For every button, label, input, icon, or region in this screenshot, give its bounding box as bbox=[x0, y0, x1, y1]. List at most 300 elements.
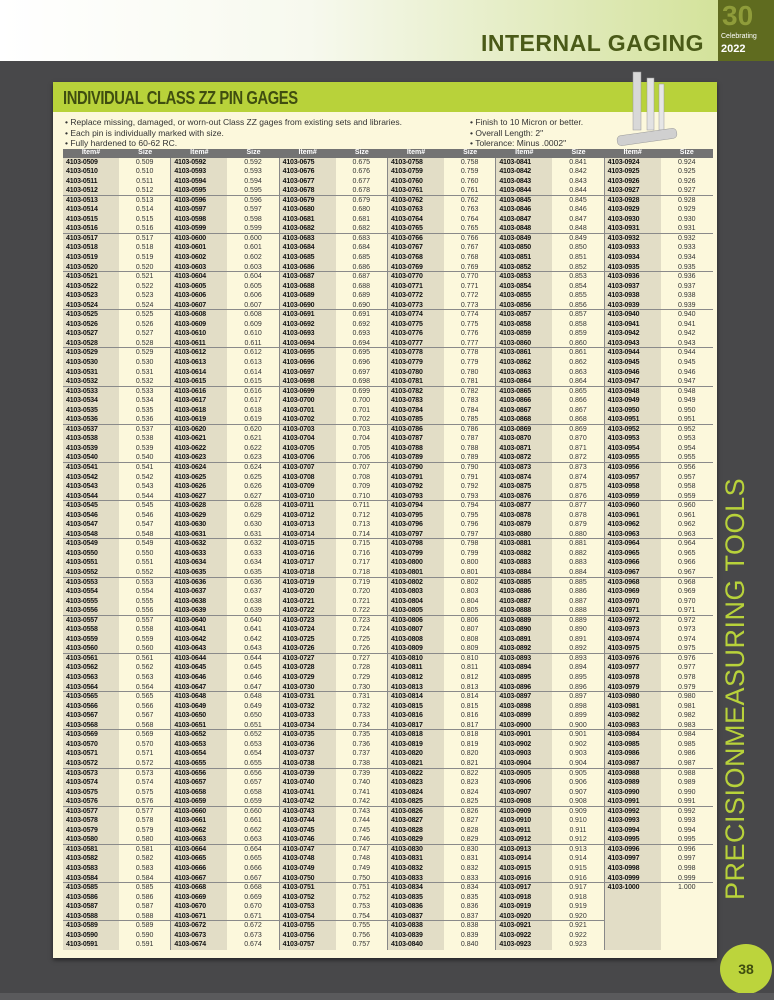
table-row bbox=[280, 253, 387, 263]
item-number: 4103-0695 bbox=[280, 348, 336, 358]
item-number: 4103-0634 bbox=[171, 558, 227, 568]
item-number: 4103-0852 bbox=[496, 263, 552, 272]
item-number: 4103-0559 bbox=[63, 635, 119, 645]
pin-size: 0.582 bbox=[135, 855, 154, 863]
pin-size: 0.969 bbox=[678, 588, 696, 596]
product-title: INDIVIDUAL CLASS ZZ PIN GAGES bbox=[63, 88, 298, 108]
table-row bbox=[605, 864, 713, 874]
item-number: 4103-0952 bbox=[605, 425, 661, 435]
item-number: 4103-0567 bbox=[63, 711, 119, 721]
item-number: 4103-0736 bbox=[280, 740, 336, 750]
pin-size: 0.587 bbox=[135, 903, 154, 911]
table-row bbox=[605, 291, 713, 301]
item-number: 4103-0823 bbox=[388, 778, 444, 788]
pin-size: 0.711 bbox=[352, 502, 370, 510]
pin-size: 0.625 bbox=[244, 473, 262, 481]
pin-size: 0.682 bbox=[352, 225, 371, 233]
table-row bbox=[63, 788, 170, 798]
pin-size: 0.894 bbox=[569, 664, 587, 672]
features-list-left bbox=[65, 117, 402, 149]
table-row bbox=[63, 396, 170, 406]
item-number: 4103-0550 bbox=[63, 549, 119, 559]
item-number: 4103-0590 bbox=[63, 931, 119, 941]
item-number: 4103-0876 bbox=[496, 492, 552, 501]
bottom-strip bbox=[0, 993, 774, 1000]
item-number: 4103-0694 bbox=[280, 339, 336, 348]
table-row bbox=[171, 205, 278, 215]
item-number: 4103-0801 bbox=[388, 568, 444, 577]
table-row bbox=[280, 883, 387, 893]
table-row bbox=[388, 329, 495, 339]
item-number: 4103-0518 bbox=[63, 243, 119, 253]
item-number: 4103-0869 bbox=[496, 425, 552, 435]
pin-size: 0.573 bbox=[135, 769, 154, 777]
item-number: 4103-0551 bbox=[63, 558, 119, 568]
item-number: 4103-0756 bbox=[280, 931, 336, 941]
item-number: 4103-0970 bbox=[605, 597, 661, 607]
item-number: 4103-0867 bbox=[496, 406, 552, 416]
table-row bbox=[280, 673, 387, 683]
pin-size: 0.558 bbox=[135, 626, 154, 634]
table-row bbox=[496, 358, 603, 368]
table-row bbox=[388, 339, 495, 349]
pin-size: 0.679 bbox=[352, 196, 371, 204]
table-row bbox=[171, 558, 278, 568]
item-number: 4103-0752 bbox=[280, 893, 336, 903]
table-row bbox=[280, 530, 387, 540]
item-number: 4103-0713 bbox=[280, 520, 336, 530]
item-number: 4103-0872 bbox=[496, 453, 552, 462]
pin-size: 0.981 bbox=[678, 702, 696, 710]
item-number: 4103-0653 bbox=[171, 740, 227, 750]
table-row bbox=[63, 902, 170, 912]
item-number: 4103-0668 bbox=[171, 883, 227, 893]
pin-size: 0.620 bbox=[244, 425, 262, 433]
pin-size: 0.517 bbox=[135, 234, 154, 242]
pin-size: 0.750 bbox=[352, 874, 371, 882]
table-row bbox=[63, 301, 170, 311]
pin-size: 0.974 bbox=[678, 635, 696, 643]
table-row bbox=[280, 635, 387, 645]
item-number: 4103-0910 bbox=[496, 816, 552, 826]
table-row bbox=[496, 635, 603, 645]
item-number: 4103-0717 bbox=[280, 558, 336, 568]
table-row bbox=[605, 883, 713, 893]
item-number: 4103-0745 bbox=[280, 826, 336, 836]
pin-size: 0.732 bbox=[352, 702, 371, 710]
pin-size: 0.957 bbox=[678, 473, 696, 481]
pin-size: 0.693 bbox=[352, 330, 371, 338]
item-number: 4103-0912 bbox=[496, 835, 552, 844]
item-number: 4103-0553 bbox=[63, 578, 119, 588]
pin-size: 0.676 bbox=[352, 168, 371, 176]
pin-size: 0.744 bbox=[352, 817, 371, 825]
pin-size: 0.565 bbox=[135, 693, 154, 701]
item-number: 4103-0804 bbox=[388, 597, 444, 607]
pin-size: 0.863 bbox=[569, 368, 587, 376]
item-number: 4103-0710 bbox=[280, 492, 336, 501]
table-row bbox=[496, 749, 603, 759]
item-number: 4103-0747 bbox=[280, 845, 336, 855]
table-row bbox=[496, 578, 603, 588]
table-row bbox=[496, 406, 603, 416]
table-row bbox=[280, 387, 387, 397]
item-number: 4103-0757 bbox=[280, 940, 336, 950]
pin-size: 0.616 bbox=[244, 387, 262, 395]
item-number: 4103-0775 bbox=[388, 320, 444, 330]
item-number: 4103-0789 bbox=[388, 453, 444, 462]
item-number: 4103-0906 bbox=[496, 778, 552, 788]
pin-size: 0.663 bbox=[244, 836, 262, 844]
pin-size: 0.933 bbox=[678, 244, 696, 252]
item-number: 4103-0547 bbox=[63, 520, 119, 530]
item-number: 4103-0754 bbox=[280, 912, 336, 921]
pin-size: 0.747 bbox=[352, 845, 371, 853]
pin-size: 0.852 bbox=[569, 263, 587, 271]
table-row bbox=[171, 406, 278, 416]
table-row bbox=[605, 177, 713, 187]
item-number: 4103-0619 bbox=[171, 415, 227, 424]
pin-size: 0.572 bbox=[135, 759, 154, 767]
table-row bbox=[388, 511, 495, 521]
pin-size: 0.604 bbox=[244, 273, 262, 281]
table-row bbox=[496, 434, 603, 444]
table-row bbox=[388, 797, 495, 807]
table-row bbox=[63, 835, 170, 845]
item-number: 4103-0692 bbox=[280, 320, 336, 330]
pin-size: 0.954 bbox=[678, 444, 696, 452]
pin-size: 0.550 bbox=[135, 549, 154, 557]
item-number: 4103-0515 bbox=[63, 215, 119, 225]
pin-size: 0.562 bbox=[135, 664, 154, 672]
table-row bbox=[280, 501, 387, 511]
table-column bbox=[280, 158, 388, 950]
table-row bbox=[496, 788, 603, 798]
pin-size: 0.697 bbox=[352, 368, 371, 376]
item-number: 4103-0724 bbox=[280, 625, 336, 635]
table-row bbox=[171, 568, 278, 578]
item-number: 4103-0782 bbox=[388, 387, 444, 397]
pin-size: 0.960 bbox=[678, 502, 696, 510]
pin-size: 0.756 bbox=[352, 931, 371, 939]
item-number: 4103-0608 bbox=[171, 310, 227, 320]
item-number: 4103-0701 bbox=[280, 406, 336, 416]
pin-size: 0.527 bbox=[135, 330, 154, 338]
item-number: 4103-0986 bbox=[605, 749, 661, 759]
table-row bbox=[388, 606, 495, 616]
item-number: 4103-0630 bbox=[171, 520, 227, 530]
table-row bbox=[63, 539, 170, 549]
pin-size: 0.937 bbox=[678, 282, 696, 290]
item-number: 4103-0546 bbox=[63, 511, 119, 521]
pin-size: 0.552 bbox=[135, 569, 154, 577]
header-size: Size bbox=[354, 149, 369, 156]
table-row bbox=[496, 377, 603, 387]
item-number: 4103-0706 bbox=[280, 453, 336, 462]
table-row bbox=[280, 158, 387, 168]
pin-size: 0.513 bbox=[135, 196, 154, 204]
table-row bbox=[280, 396, 387, 406]
table-row bbox=[63, 263, 170, 273]
table-row bbox=[280, 272, 387, 282]
pin-size: 0.800 bbox=[460, 559, 479, 567]
item-number: 4103-0947 bbox=[605, 377, 661, 386]
table-row bbox=[496, 606, 603, 616]
item-number: 4103-0570 bbox=[63, 740, 119, 750]
item-number: 4103-0521 bbox=[63, 272, 119, 282]
item-number: 4103-0772 bbox=[388, 291, 444, 301]
table-row bbox=[171, 845, 278, 855]
table-row bbox=[171, 644, 278, 654]
item-number: 4103-0768 bbox=[388, 253, 444, 263]
pin-size: 0.953 bbox=[678, 435, 696, 443]
item-number: 4103-0583 bbox=[63, 864, 119, 874]
item-number: 4103-0664 bbox=[171, 845, 227, 855]
pin-size: 0.948 bbox=[678, 387, 696, 395]
table-row bbox=[388, 291, 495, 301]
table-row bbox=[605, 473, 713, 483]
item-number: 4103-0592 bbox=[171, 158, 227, 168]
table-row bbox=[388, 501, 495, 511]
item-number: 4103-0699 bbox=[280, 387, 336, 397]
pin-size: 0.806 bbox=[460, 616, 479, 624]
item-number: 4103-0995 bbox=[605, 835, 661, 844]
pin-size: 0.598 bbox=[244, 215, 262, 223]
item-number: 4103-0985 bbox=[605, 740, 661, 750]
pin-size: 0.519 bbox=[135, 253, 154, 261]
pin-size: 0.805 bbox=[460, 607, 479, 615]
pin-size: 0.766 bbox=[460, 234, 479, 242]
item-number: 4103-0763 bbox=[388, 205, 444, 215]
table-row bbox=[171, 282, 278, 292]
table-row bbox=[280, 854, 387, 864]
item-number: 4103-0573 bbox=[63, 769, 119, 779]
pin-size: 0.594 bbox=[244, 177, 262, 185]
pin-size: 0.743 bbox=[352, 807, 371, 815]
pin-size: 0.973 bbox=[678, 626, 696, 634]
item-number: 4103-0522 bbox=[63, 282, 119, 292]
pin-size: 0.776 bbox=[460, 330, 479, 338]
page-header bbox=[0, 0, 774, 61]
header-item: Item# bbox=[515, 149, 534, 156]
table-row bbox=[63, 854, 170, 864]
table-row bbox=[388, 864, 495, 874]
table-row bbox=[280, 625, 387, 635]
table-row bbox=[388, 711, 495, 721]
pin-size: 0.834 bbox=[460, 884, 479, 892]
table-row bbox=[63, 702, 170, 712]
pin-size: 0.866 bbox=[569, 397, 587, 405]
pin-size: 0.566 bbox=[135, 702, 154, 710]
table-row bbox=[280, 778, 387, 788]
table-row bbox=[63, 893, 170, 903]
table-row bbox=[63, 415, 170, 425]
table-row bbox=[605, 549, 713, 559]
table-row bbox=[605, 205, 713, 215]
pin-size: 0.810 bbox=[460, 654, 479, 662]
item-number: 4103-0742 bbox=[280, 797, 336, 806]
pin-size: 0.662 bbox=[244, 826, 262, 834]
item-number: 4103-0735 bbox=[280, 730, 336, 740]
item-number: 4103-0891 bbox=[496, 635, 552, 645]
pin-size: 0.516 bbox=[135, 225, 154, 233]
item-number: 4103-0969 bbox=[605, 587, 661, 597]
item-number: 4103-0581 bbox=[63, 845, 119, 855]
pin-size: 0.553 bbox=[135, 578, 154, 586]
table-row bbox=[388, 396, 495, 406]
item-number: 4103-0588 bbox=[63, 912, 119, 921]
table-row bbox=[280, 473, 387, 483]
item-number: 4103-0669 bbox=[171, 893, 227, 903]
item-number: 4103-0861 bbox=[496, 348, 552, 358]
item-number: 4103-0509 bbox=[63, 158, 119, 168]
pin-size: 0.905 bbox=[569, 769, 587, 777]
item-number: 4103-0787 bbox=[388, 434, 444, 444]
pin-size: 0.722 bbox=[352, 607, 371, 615]
table-row bbox=[388, 453, 495, 463]
table-row bbox=[605, 396, 713, 406]
pin-size: 0.757 bbox=[352, 941, 371, 949]
table-row bbox=[496, 453, 603, 463]
pin-size: 0.671 bbox=[244, 912, 262, 920]
table-row bbox=[63, 759, 170, 769]
pin-size: 0.944 bbox=[678, 349, 696, 357]
table-row bbox=[63, 826, 170, 836]
table-row bbox=[280, 568, 387, 578]
pin-size: 0.670 bbox=[244, 903, 262, 911]
item-number: 4103-0660 bbox=[171, 807, 227, 817]
pin-size: 0.537 bbox=[135, 425, 154, 433]
pin-size: 0.525 bbox=[135, 311, 154, 319]
item-number: 4103-0635 bbox=[171, 568, 227, 577]
table-row bbox=[388, 463, 495, 473]
pin-size: 0.975 bbox=[678, 645, 696, 653]
table-row bbox=[605, 749, 713, 759]
item-number: 4103-0641 bbox=[171, 625, 227, 635]
table-row bbox=[496, 769, 603, 779]
pin-size: 0.783 bbox=[460, 397, 479, 405]
table-row bbox=[280, 759, 387, 769]
item-number: 4103-0859 bbox=[496, 329, 552, 339]
table-row bbox=[171, 663, 278, 673]
table-row bbox=[605, 253, 713, 263]
item-number: 4103-0888 bbox=[496, 606, 552, 615]
pin-size: 0.518 bbox=[135, 244, 154, 252]
pin-gages-image bbox=[613, 70, 683, 150]
table-row bbox=[171, 874, 278, 884]
pin-size: 0.861 bbox=[569, 349, 587, 357]
pin-size: 0.607 bbox=[244, 301, 262, 309]
item-number: 4103-0766 bbox=[388, 234, 444, 244]
pin-size: 0.688 bbox=[352, 282, 371, 290]
pin-size: 0.728 bbox=[352, 664, 371, 672]
item-number: 4103-0802 bbox=[388, 578, 444, 588]
logo-number: 30 bbox=[722, 0, 754, 31]
pin-size: 0.583 bbox=[135, 864, 154, 872]
item-number: 4103-0628 bbox=[171, 501, 227, 511]
pin-size: 0.838 bbox=[460, 922, 479, 930]
table-body bbox=[63, 158, 713, 950]
item-number: 4103-0973 bbox=[605, 625, 661, 635]
item-number: 4103-0538 bbox=[63, 434, 119, 444]
item-number: 4103-0689 bbox=[280, 291, 336, 301]
pin-size: 0.551 bbox=[135, 559, 154, 567]
table-row bbox=[63, 253, 170, 263]
table-row bbox=[605, 215, 713, 225]
table-row bbox=[280, 368, 387, 378]
pin-size: 0.603 bbox=[244, 263, 262, 271]
pin-size: 0.618 bbox=[244, 406, 262, 414]
table-row bbox=[280, 578, 387, 588]
pin-size: 0.611 bbox=[244, 339, 262, 347]
table-row bbox=[171, 759, 278, 769]
pin-size: 0.813 bbox=[460, 683, 479, 691]
pin-size: 0.749 bbox=[352, 864, 371, 872]
pin-size: 0.559 bbox=[135, 635, 154, 643]
pin-size: 0.588 bbox=[135, 912, 154, 920]
table-row bbox=[496, 931, 603, 941]
pin-size: 0.840 bbox=[460, 941, 479, 949]
table-row bbox=[280, 463, 387, 473]
item-number: 4103-0819 bbox=[388, 740, 444, 750]
item-number: 4103-0803 bbox=[388, 587, 444, 597]
table-row bbox=[171, 234, 278, 244]
pin-size: 0.958 bbox=[678, 483, 696, 491]
table-column bbox=[171, 158, 279, 950]
table-row bbox=[496, 587, 603, 597]
table-row bbox=[496, 530, 603, 540]
item-number: 4103-0924 bbox=[605, 158, 661, 168]
table-row bbox=[63, 578, 170, 588]
item-number: 4103-0662 bbox=[171, 826, 227, 836]
item-number: 4103-0598 bbox=[171, 215, 227, 225]
table-row bbox=[496, 158, 603, 168]
pin-size: 0.771 bbox=[460, 282, 479, 290]
pin-size: 0.870 bbox=[569, 435, 587, 443]
item-number: 4103-0781 bbox=[388, 377, 444, 386]
table-row bbox=[496, 444, 603, 454]
pin-size: 0.737 bbox=[352, 750, 371, 758]
item-number: 4103-0799 bbox=[388, 549, 444, 559]
table-row bbox=[280, 921, 387, 931]
anniversary-logo bbox=[718, 0, 774, 61]
table-row bbox=[280, 196, 387, 206]
table-row bbox=[280, 215, 387, 225]
item-number: 4103-0514 bbox=[63, 205, 119, 215]
pin-size: 0.746 bbox=[352, 836, 371, 844]
item-number: 4103-0904 bbox=[496, 759, 552, 768]
pin-size: 0.608 bbox=[244, 311, 262, 319]
table-row bbox=[63, 683, 170, 693]
item-number: 4103-0779 bbox=[388, 358, 444, 368]
table-row bbox=[63, 530, 170, 540]
table-row bbox=[605, 759, 713, 769]
pin-size: 0.972 bbox=[678, 616, 696, 624]
table-row bbox=[388, 616, 495, 626]
table-row bbox=[63, 807, 170, 817]
pin-size: 0.983 bbox=[678, 721, 696, 729]
table-row bbox=[63, 310, 170, 320]
table-row bbox=[605, 558, 713, 568]
feature-item: • Each pin is individually marked with size. bbox=[65, 128, 402, 139]
table-row bbox=[280, 740, 387, 750]
pin-size: 0.581 bbox=[135, 845, 154, 853]
table-row bbox=[496, 654, 603, 664]
table-row bbox=[171, 463, 278, 473]
item-number: 4103-0760 bbox=[388, 177, 444, 187]
table-row bbox=[496, 482, 603, 492]
item-number: 4103-0600 bbox=[171, 234, 227, 244]
